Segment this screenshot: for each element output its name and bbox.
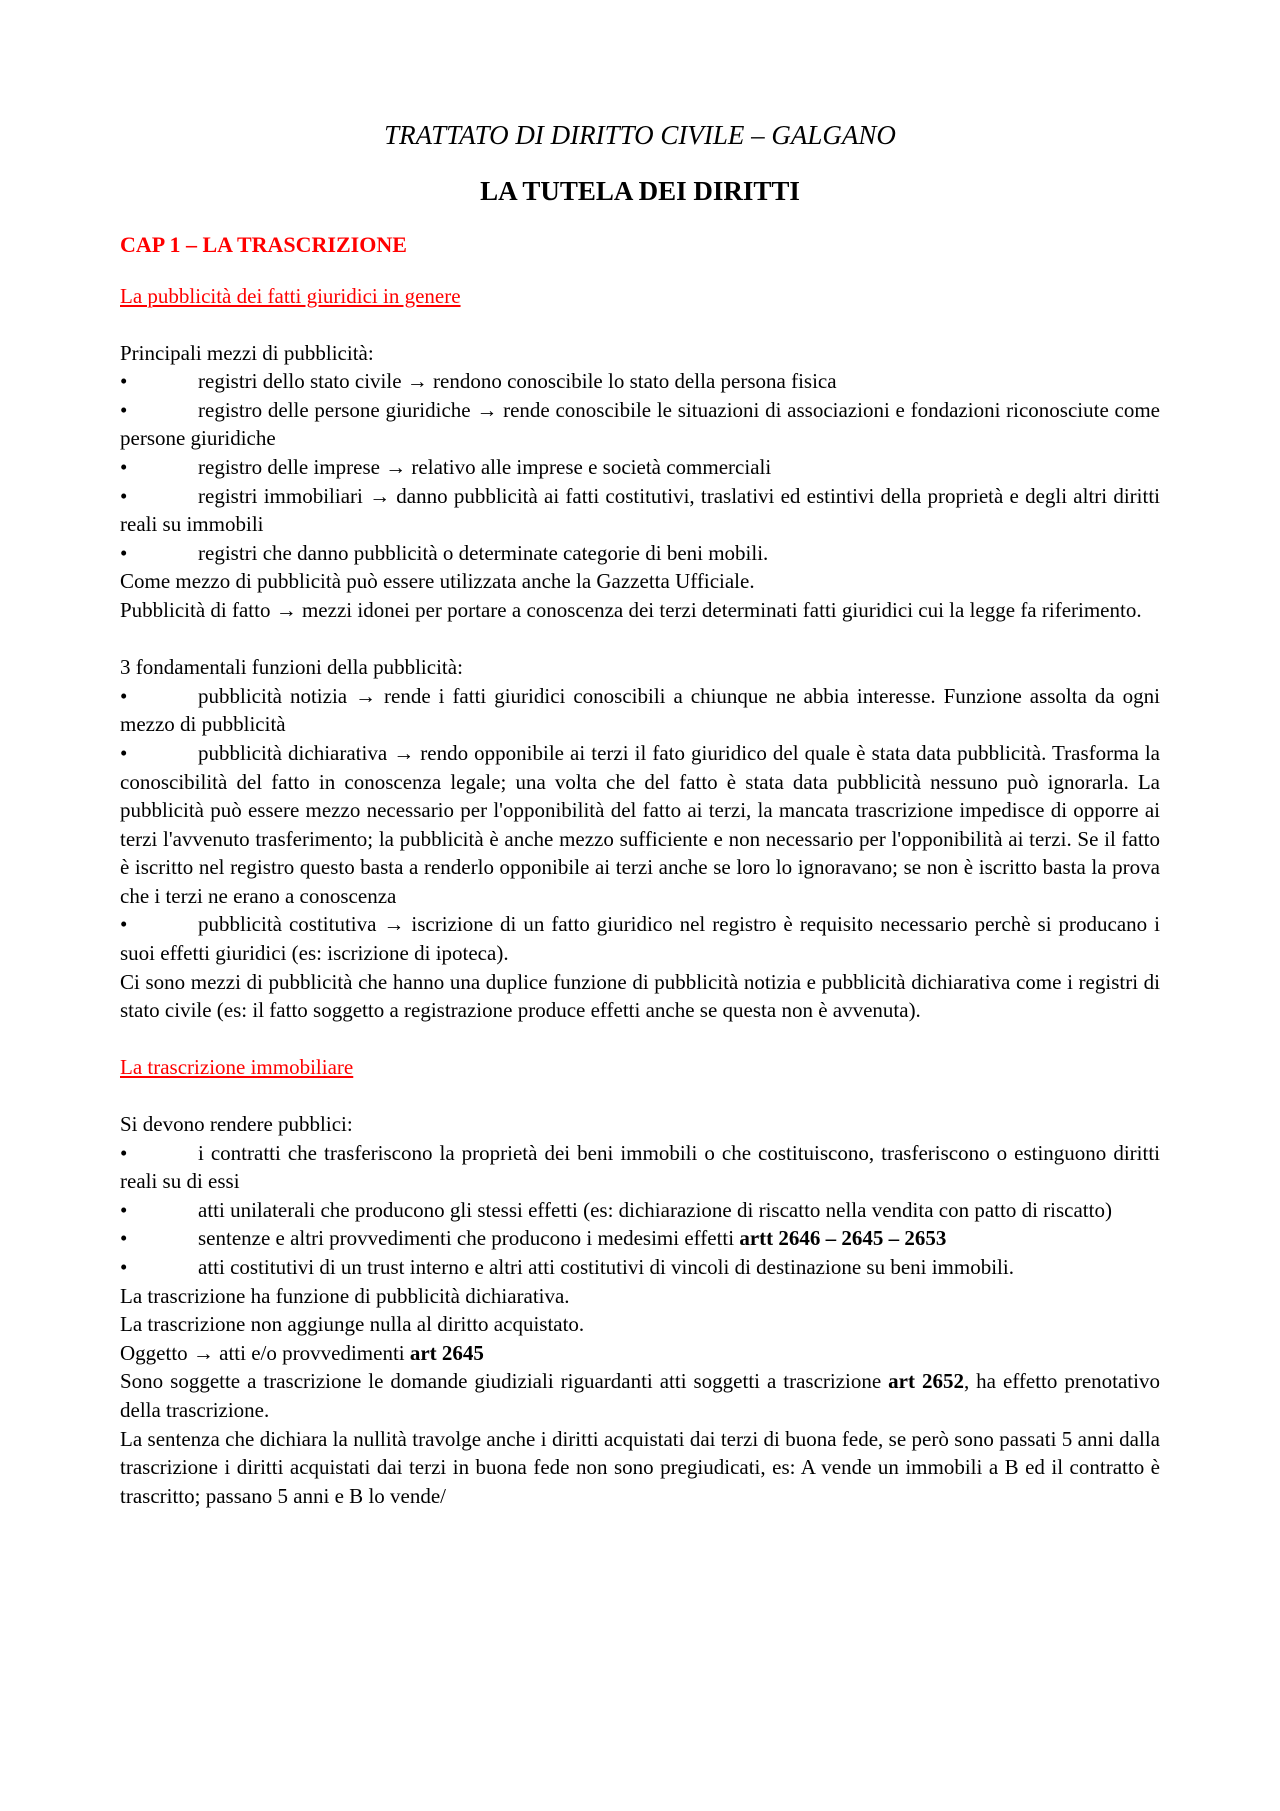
bullet-icon: • xyxy=(120,1197,128,1222)
document-title: TRATTATO DI DIRITTO CIVILE – GALGANO xyxy=(384,120,896,150)
list-item: • registri che danno pubblicità o determinate categorie di beni mobili. xyxy=(120,539,1160,568)
list-item: • registri dello stato civile → rendono conoscibile lo stato della persona fisica xyxy=(120,367,1160,396)
paragraph-intro: Si devono rendere pubblici: xyxy=(120,1112,353,1137)
article-reference: art 2645 xyxy=(409,1340,484,1365)
paragraph-intro: Principali mezzi di pubblicità: xyxy=(120,340,374,365)
list-item: • pubblicità notizia → rende i fatti giuridici conoscibili a chiunque ne abbia interesse. Funzione assolta da ogni mezzo di pubblicità xyxy=(120,683,1160,737)
paragraph-functions-intro: 3 fondamentali funzioni della pubblicità: xyxy=(120,655,463,680)
bullet-icon: • xyxy=(120,740,128,765)
bullet-icon: • xyxy=(120,397,128,422)
list-item: • registro delle imprese → relativo alle imprese e società commerciali xyxy=(120,453,1160,482)
paragraph: La trascrizione non aggiunge nulla al diritto acquistato. xyxy=(120,1312,585,1337)
chapter-heading: CAP 1 – LA TRASCRIZIONE xyxy=(120,232,407,257)
list-item: • registri immobiliari → danno pubblicità ai fatti costitutivi, traslativi ed estintivi della proprietà e degli altri diritti reali su immobili xyxy=(120,483,1160,537)
bullet-icon: • xyxy=(120,912,128,937)
section-heading-trascrizione: La trascrizione immobiliare xyxy=(120,1055,354,1080)
list-item: • atti unilaterali che producono gli stessi effetti (es: dichiarazione di riscatto nella vendita con patto di riscatto) xyxy=(120,1196,1160,1225)
spacer xyxy=(120,1025,1160,1054)
list-item: • atti costitutivi di un trust interno e altri atti costitutivi di vincoli di destinazione su beni immobili. xyxy=(120,1253,1160,1282)
list-item: • pubblicità costitutiva → iscrizione di un fatto giuridico nel registro è requisito necessario perchè si producano i suoi effetti giuridici (es: iscrizione di ipoteca). xyxy=(120,912,1160,966)
article-reference: artt 2646 – 2645 – 2653 xyxy=(739,1226,947,1251)
paragraph: La sentenza che dichiara la nullità travolge anche i diritti acquistati dai terzi di buona fede, se però sono passati 5 anni dalla trascrizione i diritti acquistati dai terzi in buona fede non sono pregiudicati, es: A vende un immobili a B ed il contratto è trascritto; passano 5 anni e B lo vende/ xyxy=(120,1426,1160,1508)
bullet-icon: • xyxy=(120,1140,128,1165)
bullet-icon: • xyxy=(120,1255,128,1279)
list-item: • i contratti che trasferiscono la proprietà dei beni immobili o che costituiscono, trasferiscono o estinguono diritti reali su di essi xyxy=(120,1140,1160,1194)
bullet-icon: • xyxy=(120,683,128,708)
paragraph: Come mezzo di pubblicità può essere utilizzata anche la Gazzetta Ufficiale. xyxy=(120,569,755,594)
bullet-icon: • xyxy=(120,1226,128,1251)
paragraph: Pubblicità di fatto → mezzi idonei per portare a conoscenza dei terzi determinati fatti giuridici cui la legge fa riferimento. xyxy=(120,597,1142,622)
spacer xyxy=(120,625,1160,654)
list-item: • pubblicità dichiarativa → rendo opponibile ai terzi il fato giuridico del quale è stata data pubblicità. Trasforma la conoscibilità del fatto in conoscenza legale; una volta che del fatto è stata data pubblicità nessuno può ignorarla. La pubblicità può essere mezzo necessario per l'opponibilità del fatto ai terzi, la mancata trascrizione impedisce di opporre ai terzi l'avvenuto trasferimento; la pubblicità è anche mezzo sufficiente e non necessario per l'opponibilità ai terzi. Se il fatto è iscritto nel registro questo basta a renderlo opponibile ai terzi anche se loro lo ignoravano; se non è iscritto basta la prova che i terzi ne erano a conoscenza xyxy=(120,740,1160,908)
bullet-icon: • xyxy=(120,483,128,508)
bullet-icon: • xyxy=(120,454,128,479)
document-subtitle: LA TUTELA DEI DIRITTI xyxy=(480,176,800,206)
paragraph: Oggetto → atti e/o provvedimenti art 2645 xyxy=(120,1340,484,1365)
article-reference: art 2652 xyxy=(888,1369,964,1394)
list-item: • registro delle persone giuridiche → rende conoscibile le situazioni di associazioni e fondazioni riconosciute come persone giuridiche xyxy=(120,397,1160,451)
paragraph: La trascrizione ha funzione di pubblicità dichiarativa. xyxy=(120,1283,570,1308)
bullet-icon: • xyxy=(120,540,128,565)
bullet-icon: • xyxy=(120,369,128,394)
paragraph: Sono soggette a trascrizione le domande giudiziali riguardanti atti soggetti a trascrizione art 2652, ha effetto prenotativo della trascrizione. xyxy=(120,1369,1160,1422)
paragraph: Ci sono mezzi di pubblicità che hanno una duplice funzione di pubblicità notizia e pubblicità dichiarativa come i registri di stato civile (es: il fatto soggetto a registrazione produce effetti anche se questa non è avvenuta). xyxy=(120,969,1160,1023)
section-heading-pubblicita: La pubblicità dei fatti giuridici in genere xyxy=(120,284,461,308)
list-item: • sentenze e altri provvedimenti che producono i medesimi effetti artt 2646 – 2645 – 2653 xyxy=(120,1224,1160,1253)
document-page xyxy=(120,118,1160,1510)
